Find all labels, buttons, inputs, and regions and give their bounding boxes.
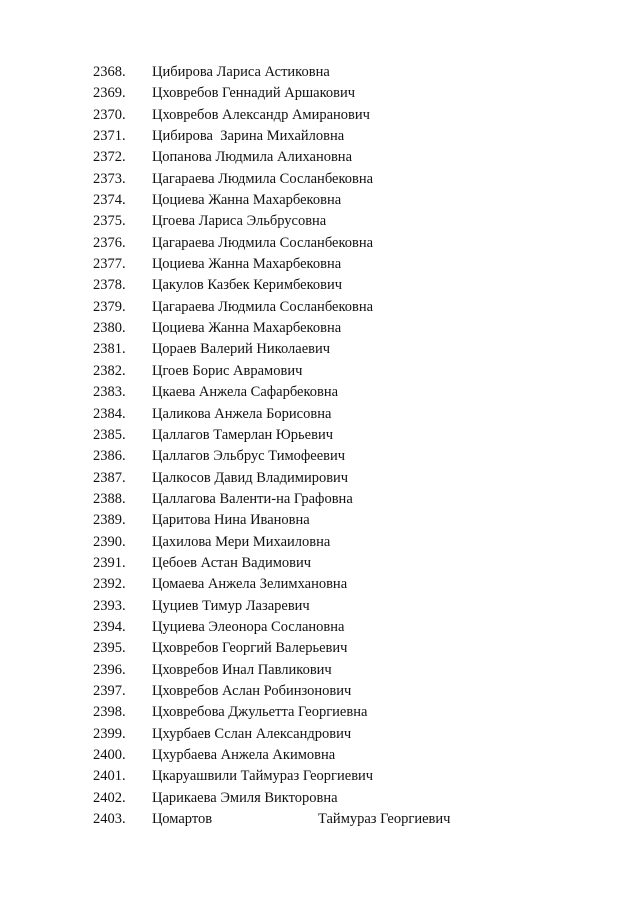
entry-name: Цаллагов Тамерлан Юрьевич xyxy=(152,426,334,443)
entry-name: Цагараева Людмила Сосланбековна xyxy=(152,298,374,315)
entry-name: Цагараева Людмила Сосланбековна xyxy=(152,234,374,251)
entry-name: Цховребова Джульетта Георгиевна xyxy=(152,704,368,721)
entry-name: Цакулов Казбек Керимбекович xyxy=(152,277,343,294)
entry-number: 2386. xyxy=(93,448,126,465)
entry-number: 2371. xyxy=(93,128,126,145)
entry-number: 2384. xyxy=(93,405,126,422)
list-item xyxy=(0,211,640,232)
entry-name: Цалкосов Давид Владимирович xyxy=(152,469,349,486)
list-item xyxy=(0,681,640,702)
entry-number: 2387. xyxy=(93,469,126,486)
entry-name: Цгоева Лариса Эльбрусовна xyxy=(152,213,327,230)
list-item xyxy=(0,660,640,681)
entry-number: 2396. xyxy=(93,661,126,678)
entry-name: Цораев Валерий Николаевич xyxy=(152,341,331,358)
entry-number: 2370. xyxy=(93,106,126,123)
list-item xyxy=(0,318,640,339)
entry-number: 2373. xyxy=(93,170,126,187)
entry-number: 2399. xyxy=(93,725,126,742)
entry-number: 2382. xyxy=(93,362,126,379)
list-item xyxy=(0,532,640,553)
entry-number: 2368. xyxy=(93,64,126,80)
entry-name: Цкаруашвили Таймураз Георгиевич xyxy=(152,768,374,785)
entry-number: 2380. xyxy=(93,320,126,337)
entry-number: 2394. xyxy=(93,618,126,635)
entry-number: 2393. xyxy=(93,597,126,614)
entry-name: Цопанова Людмила Алихановна xyxy=(152,149,353,166)
entry-name: Цховребов Георгий Валерьевич xyxy=(152,640,348,657)
entry-name: Цуциев Тимур Лазаревич xyxy=(152,597,310,614)
entry-name: Цагараева Людмила Сосланбековна xyxy=(152,170,374,187)
list-item xyxy=(0,339,640,360)
list-item xyxy=(0,254,640,275)
entry-name: Цаллагов Эльбрус Тимофеевич xyxy=(152,448,346,465)
entry-name: Цаллагова Валенти-на Графовна xyxy=(152,490,353,507)
list-item xyxy=(0,638,640,659)
entry-name: Цоциева Жанна Махарбековна xyxy=(152,192,342,209)
list-item xyxy=(0,62,640,83)
list-item xyxy=(0,724,640,745)
entry-number: 2376. xyxy=(93,234,126,251)
entry-number: 2369. xyxy=(93,85,126,102)
list-item xyxy=(0,275,640,296)
entry-name: Цомаева Анжела Зелимхановна xyxy=(152,576,348,593)
entry-number: 2391. xyxy=(93,554,126,571)
entry-number: 2379. xyxy=(93,298,126,315)
name-list xyxy=(0,62,640,830)
entry-name: Царитова Нина Ивановна xyxy=(152,512,310,529)
entry-number: 2385. xyxy=(93,426,126,443)
entry-number: 2377. xyxy=(93,256,126,273)
entry-name: Цибирова Лариса Астиковна xyxy=(152,64,330,80)
entry-name: Цаликова Анжела Борисовна xyxy=(152,405,332,422)
list-item xyxy=(0,702,640,723)
entry-number: 2375. xyxy=(93,213,126,230)
entry-number: 2400. xyxy=(93,747,126,763)
entry-name: Цибирова Зарина Михайловна xyxy=(152,128,345,145)
list-item xyxy=(0,745,640,766)
list-item xyxy=(0,126,640,147)
entry-name: Цгоев Борис Аврамович xyxy=(152,362,303,379)
entry-name: Цахилова Мери Михаиловна xyxy=(152,533,331,550)
list-item xyxy=(0,446,640,467)
list-item xyxy=(0,83,640,104)
entry-number: 2383. xyxy=(93,384,126,401)
entry-number: 2392. xyxy=(93,576,126,593)
entry-number: 2401. xyxy=(93,768,126,785)
entry-number: 2397. xyxy=(93,682,126,699)
entry-number: 2395. xyxy=(93,640,126,657)
entry-surname: Цомартов xyxy=(152,811,213,828)
list-item xyxy=(0,617,640,638)
list-item xyxy=(0,788,640,809)
list-item xyxy=(0,468,640,489)
entry-number: 2398. xyxy=(93,704,126,721)
list-item xyxy=(0,297,640,318)
entry-number: 2378. xyxy=(93,277,126,294)
entry-name: Цебоев Астан Вадимович xyxy=(152,554,312,571)
entry-name: Цховребов Александр Амиранович xyxy=(152,106,370,123)
list-item xyxy=(0,489,640,510)
list-item xyxy=(0,425,640,446)
list-item xyxy=(0,190,640,211)
list-item xyxy=(0,233,640,254)
list-item xyxy=(0,382,640,403)
list-item-last xyxy=(0,809,640,830)
entry-number: 2374. xyxy=(93,192,126,209)
entry-number: 2389. xyxy=(93,512,126,529)
list-item xyxy=(0,510,640,531)
entry-name: Цоциева Жанна Махарбековна xyxy=(152,320,342,337)
entry-number: 2381. xyxy=(93,341,126,358)
list-item xyxy=(0,574,640,595)
entry-name: Цховребов Геннадий Аршакович xyxy=(152,85,356,102)
entry-name: Цуциева Элеонора Сослановна xyxy=(152,618,345,635)
list-item xyxy=(0,404,640,425)
list-item xyxy=(0,766,640,787)
entry-name: Царикаева Эмиля Викторовна xyxy=(152,789,338,806)
list-item xyxy=(0,596,640,617)
entry-name: Цхурбаева Анжела Акимовна xyxy=(152,747,336,763)
entry-name: Цховребов Аслан Робинзонович xyxy=(152,682,352,699)
entry-name: Цхурбаев Сслан Александрович xyxy=(152,725,352,742)
list-item xyxy=(0,147,640,168)
entry-number: 2390. xyxy=(93,533,126,550)
entry-number: 2388. xyxy=(93,490,126,507)
list-item xyxy=(0,553,640,574)
entry-given-names: Таймураз Георгиевич xyxy=(318,811,451,828)
list-item xyxy=(0,105,640,126)
entry-number: 2372. xyxy=(93,149,126,166)
entry-name: Цоциева Жанна Махарбековна xyxy=(152,256,342,273)
list-item xyxy=(0,169,640,190)
entry-number: 2403. xyxy=(93,811,126,828)
entry-number: 2402. xyxy=(93,789,126,806)
entry-name: Цкаева Анжела Сафарбековна xyxy=(152,384,339,401)
list-item xyxy=(0,361,640,382)
entry-name: Цховребов Инал Павликович xyxy=(152,661,332,678)
